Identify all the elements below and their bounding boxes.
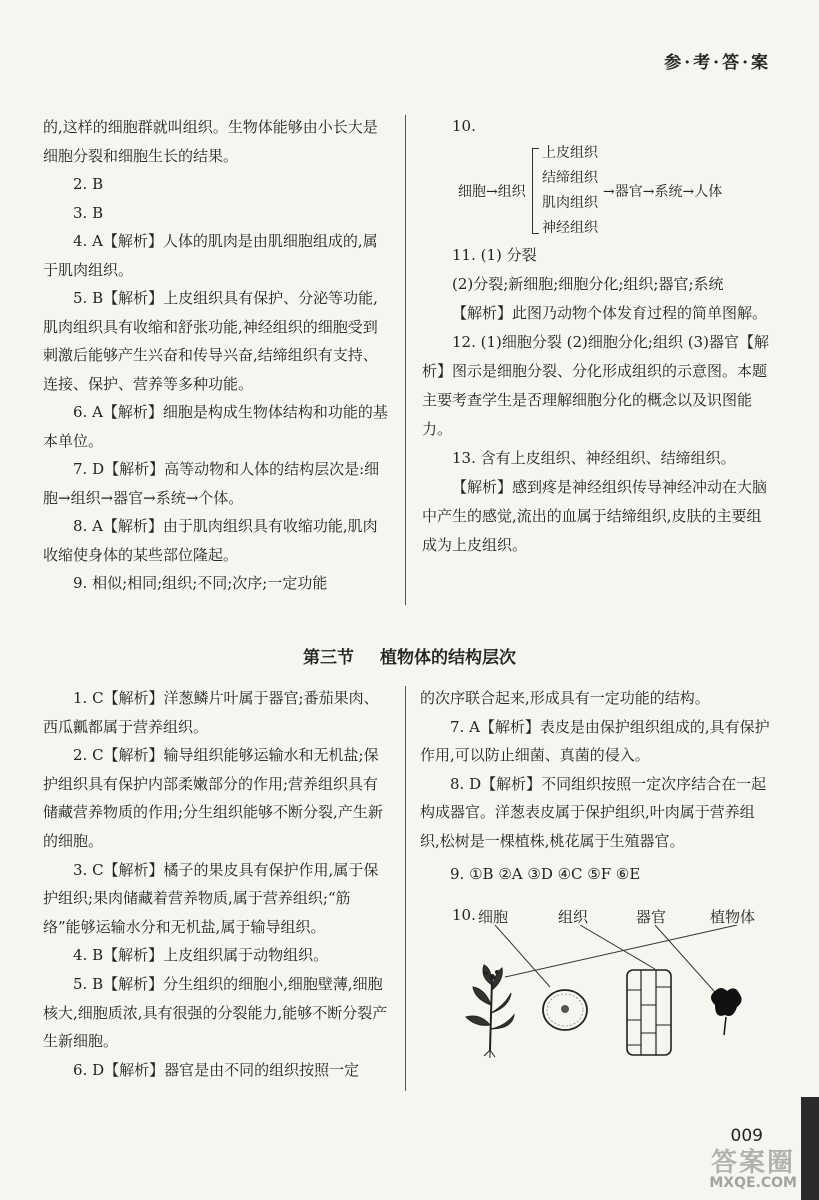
answer-9: 9. 相似;相同;组织;不同;次序;一定功能 [73, 574, 328, 592]
diagram-bracket [532, 148, 539, 234]
diagram-tissue: 上皮组织 [542, 145, 598, 161]
answer-4: 4. B【解析】上皮组织属于动物组织。 [73, 946, 329, 965]
answer-8: 8. A【解析】由于肌肉组织具有收缩功能,肌肉收缩使身体的某些部位隆起。 [43, 517, 378, 564]
flower-image [711, 988, 742, 1035]
answer-7: 7. A【解析】表皮是由保护组织组成的,具有保护作用,可以防止细菌、真菌的侵入。 [420, 717, 770, 765]
page-edge-tab [801, 1097, 819, 1200]
answer-1: 1. C【解析】洋葱鳞片叶属于器官;番茄果肉、西瓜瓤都属于营养组织。 [43, 689, 379, 736]
section-title [0, 643, 819, 668]
match-label: 器官 [636, 908, 667, 926]
page-header: 参·考·答·案 [664, 53, 771, 73]
match-prefix: 10. [452, 906, 476, 924]
answer-11-2: (2)分裂;新细胞;细胞分化;组织;器官;系统 [452, 275, 724, 293]
answer-7: 7. D【解析】高等动物和人体的结构层次是:细胞→组织→器官→系统→个体。 [43, 460, 380, 507]
answer-4: 4. A【解析】人体的肌肉是由肌细胞组成的,属于肌肉组织。 [43, 232, 378, 279]
answer-5: 5. B【解析】上皮组织具有保护、分泌等功能,肌肉组织具有收缩和舒张功能,神经组织的细胞受到刺激后能够产生兴奋和传导兴奋,结缔组织有支持、连接、保护、营养等多种功能。 [43, 289, 378, 393]
answer-11: 11. (1) 分裂 [452, 246, 537, 264]
column-divider-bottom [405, 686, 406, 1091]
plant-image [466, 965, 514, 1058]
match-label: 组织 [558, 908, 589, 926]
match-line [495, 925, 550, 987]
diagram-tissue: 神经组织 [542, 220, 598, 236]
answer-9: 9. ①B ②A ③D ④C ⑤F ⑥E [450, 864, 641, 883]
match-line [505, 925, 737, 977]
matching-illustration [450, 925, 780, 1065]
diagram-tissue: 结缔组织 [542, 170, 598, 186]
diagram-right: →器官→系统→人体 [603, 184, 723, 200]
answers-column-3 [43, 684, 388, 1084]
cell-image [543, 990, 587, 1030]
watermark-url: MXQE.COM [709, 1175, 797, 1191]
diagram-tissue: 肌肉组织 [542, 195, 598, 211]
q10-label: 10. [452, 117, 476, 135]
section-heading: 植物体的结构层次 [379, 648, 516, 668]
watermark-logo: 答案圈 [710, 1148, 795, 1178]
answer-6: 6. A【解析】细胞是构成生物体结构和功能的基本单位。 [43, 403, 388, 450]
answer-3: 3. C【解析】橘子的果皮具有保护作用,属于保护组织;果肉储藏着营养物质,属于营养组织;“筋络”能够运输水分和无机盐,属于输导组织。 [43, 860, 379, 936]
match-line [580, 925, 655, 969]
diagram-left: 细胞→组织 [458, 184, 526, 200]
answers-column-2 [422, 241, 772, 560]
answer-6-cont: 的次序联合起来,形成具有一定功能的结构。 [420, 689, 710, 707]
answer-5: 5. B【解析】分生组织的细胞小,细胞壁薄,细胞核大,细胞质浓,具有很强的分裂能力,能够不断分裂产生新细胞。 [43, 974, 388, 1051]
page-number: 009 [730, 1126, 763, 1146]
answers-column-4 [420, 684, 772, 888]
answer-3: 3. B [73, 203, 104, 222]
answer-text: 的,这样的细胞群就叫组织。生物体能够由小长大是细胞分裂和细胞生长的结果。 [43, 118, 378, 165]
match-label: 植物体 [710, 908, 756, 926]
match-label: 细胞 [478, 908, 509, 926]
column-divider-top [405, 115, 406, 605]
section-number: 第三节 [303, 648, 355, 668]
answers-column-1 [43, 113, 388, 598]
answer-11-analysis: 【解析】此图乃动物个体发育过程的简单图解。 [452, 304, 768, 322]
answer-12: 12. (1)细胞分裂 (2)细胞分化;组织 (3)器官【解析】图示是细胞分裂、分化形成组织的示意图。本题主要考查学生是否理解细胞分化的概念以及识图能力。 [422, 333, 769, 438]
answer-13-analysis: 【解析】感到疼是神经组织传导神经冲动在大脑中产生的感觉,流出的血属于结缔组织,皮肤的主要组成为上皮组织。 [422, 478, 768, 554]
tissue-image [627, 970, 671, 1055]
answer-8: 8. D【解析】不同组织按照一定次序结合在一起构成器官。洋葱表皮属于保护组织,叶肉属于营养组织,松树是一棵植株,桃花属于生殖器官。 [420, 774, 767, 850]
answer-6: 6. D【解析】器官是由不同的组织按照一定 [73, 1060, 360, 1079]
answer-2: 2. B [73, 175, 104, 193]
answer-2: 2. C【解析】输导组织能够运输水和无机盐;保护组织具有保护内部柔嫩部分的作用;营养组织具有储藏营养物质的作用;分生组织能够不断分裂,产生新的细胞。 [43, 746, 383, 850]
answer-13: 13. 含有上皮组织、神经组织、结缔组织。 [452, 449, 736, 467]
